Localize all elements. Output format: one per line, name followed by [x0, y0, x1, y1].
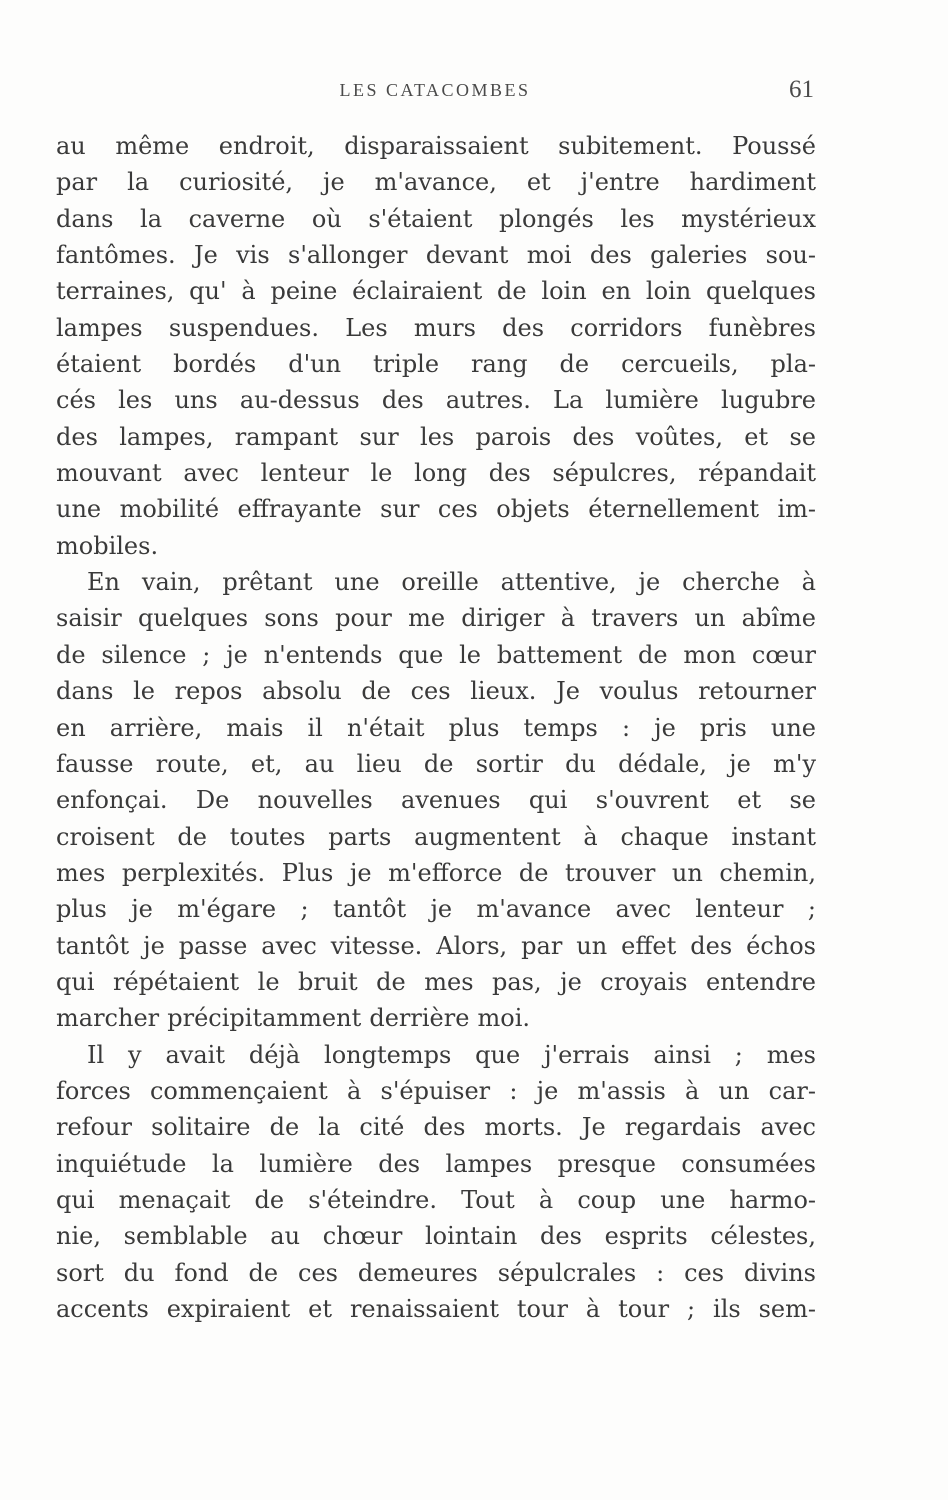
text-line: fausse route, et, au lieu de sortir du dédale, je m'y — [56, 749, 816, 778]
text-line: nie, semblable au chœur lointain des esprits célestes, — [56, 1222, 816, 1251]
running-title: LES CATACOMBES — [339, 80, 531, 100]
text-line: au même endroit, disparaissaient subitement. Poussé — [56, 132, 816, 160]
text-line: dans la caverne où s'étaient plongés les mystérieux — [56, 204, 816, 233]
text-line: qui répétaient le bruit de mes pas, je croyais entendre — [56, 967, 816, 996]
text-line: des lampes, rampant sur les parois des voûtes, et se — [56, 422, 816, 451]
text-line: cés les uns au-dessus des autres. La lumière lugubre — [56, 386, 816, 415]
running-head — [56, 76, 814, 112]
text-line: mobiles. — [56, 531, 159, 560]
text-line: En vain, prêtant une oreille attentive, je cherche à — [87, 568, 816, 597]
text-line: enfonçai. De nouvelles avenues qui s'ouvrent et se — [56, 786, 816, 815]
text-line: étaient bordés d'un triple rang de cercueils, pla- — [56, 350, 816, 379]
text-line: dans le repos absolu de ces lieux. Je voulus retourner — [56, 677, 816, 706]
text-line: forces commençaient à s'épuiser : je m'assis à un car- — [56, 1076, 816, 1105]
text-line: sort du fond de ces demeures sépulcrales : ces divins — [56, 1258, 816, 1287]
text-line: lampes suspendues. Les murs des corridors funèbres — [56, 313, 816, 342]
text-line: mouvant avec lenteur le long des sépulcres, répandait — [56, 459, 816, 488]
text-line: saisir quelques sons pour me diriger à travers un abîme — [56, 604, 816, 633]
body-text — [56, 128, 816, 1327]
page-number: 61 — [789, 76, 814, 103]
text-line: mes perplexités. Plus je m'efforce de trouver un chemin, — [56, 858, 816, 887]
text-line: accents expiraient et renaissaient tour à tour ; ils sem- — [56, 1295, 816, 1323]
text-line: inquiétude la lumière des lampes presque consumées — [56, 1149, 816, 1178]
text-line: refour solitaire de la cité des morts. Je regardais avec — [56, 1113, 816, 1142]
paragraph-1 — [56, 128, 816, 564]
paragraph-2 — [56, 564, 816, 1036]
text-line: marcher précipitamment derrière moi. — [56, 1004, 531, 1033]
text-line: une mobilité effrayante sur ces objets éternellement im- — [56, 495, 816, 524]
text-line: plus je m'égare ; tantôt je m'avance avec lenteur ; — [56, 895, 816, 924]
text-line: de silence ; je n'entends que le battement de mon cœur — [56, 640, 816, 669]
text-line: tantôt je passe avec vitesse. Alors, par un effet des échos — [56, 931, 816, 960]
text-line: Il y avait déjà longtemps que j'errais ainsi ; mes — [87, 1040, 816, 1069]
paragraph-3 — [56, 1037, 816, 1328]
text-line: en arrière, mais il n'était plus temps : je pris une — [56, 713, 816, 742]
text-line: croisent de toutes parts augmentent à chaque instant — [56, 822, 816, 851]
text-line: terraines, qu' à peine éclairaient de loin en loin quelques — [56, 277, 816, 306]
text-line: qui menaçait de s'éteindre. Tout à coup une harmo- — [56, 1185, 816, 1214]
text-line: fantômes. Je vis s'allonger devant moi des galeries sou- — [56, 241, 816, 270]
text-line: par la curiosité, je m'avance, et j'entre hardiment — [56, 168, 816, 197]
